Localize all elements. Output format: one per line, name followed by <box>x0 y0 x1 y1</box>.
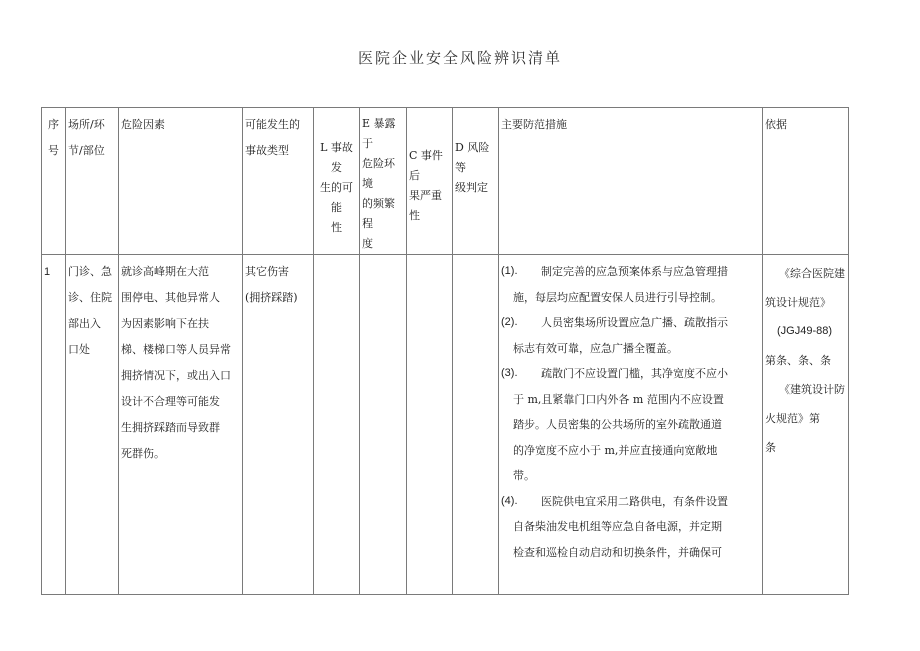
header-accident-type-line: 可能发生的 <box>245 118 300 131</box>
basis-line: 火规范》第 <box>765 412 820 425</box>
header-hazard <box>119 108 243 255</box>
header-location <box>66 108 119 255</box>
header-c-consequence <box>407 108 453 255</box>
hazard-line: 为因素影响下在扶 <box>121 317 209 330</box>
cell-location <box>66 255 119 595</box>
risk-identification-table <box>41 107 849 595</box>
basis-line: 条 <box>765 441 776 454</box>
cell-l <box>314 255 360 595</box>
header-e-exposure <box>360 108 407 255</box>
hazard-line: 死群伤。 <box>121 447 165 460</box>
header-d-risk-level <box>453 108 499 255</box>
l-value <box>314 255 359 259</box>
header-l-line: 生的可能 <box>320 181 353 214</box>
header-row <box>42 108 849 255</box>
header-basis-label: 依据 <box>765 118 787 131</box>
cell-e <box>360 255 407 595</box>
measure-line: 检查和巡检自动启动和切换条件，并确保可 <box>513 545 722 559</box>
measure-index: (4). <box>501 494 518 507</box>
hazard-line: 就诊高峰期在大范 <box>121 265 209 278</box>
hazard-line: 围停电、其他异常人 <box>121 291 220 304</box>
header-l-likelihood <box>314 108 360 255</box>
header-accident-type <box>243 108 314 255</box>
location-line: 部出入 <box>68 317 101 330</box>
location-line: 口处 <box>68 343 90 356</box>
hazard-line: 梯、楼梯口等人员异常 <box>121 343 231 356</box>
c-value <box>407 255 452 259</box>
header-location-line: 节/部位 <box>68 144 105 157</box>
measure-line: 标志有效可靠，应急广播全覆盖。 <box>513 341 678 355</box>
measure-line: 自备柴油发电机组等应急自备电源，并定期 <box>513 520 722 533</box>
measure-item <box>501 259 758 310</box>
header-seq-line: 号 <box>48 144 59 157</box>
measure-line: 人员密集场所设置应急广播、疏散指示 <box>541 316 728 329</box>
measure-line: 医院供电宜采用二路供电，有条件设置 <box>541 494 728 508</box>
cell-hazard <box>119 255 243 595</box>
measure-line: 的净宽度不应小于 m,并应直接通向宽敞地 <box>513 443 718 457</box>
header-hazard-label: 危险因素 <box>121 118 165 131</box>
cell-d <box>453 255 499 595</box>
cell-accident-type <box>243 255 314 595</box>
measure-line: 施，每层均应配置安保人员进行引导控制。 <box>513 290 722 304</box>
accident-type-line: (拥挤踩踏) <box>245 291 298 304</box>
location-line: 诊、住院 <box>68 291 112 304</box>
document-title: 医院企业安全风险辨识清单 <box>357 49 562 67</box>
header-accident-type-line: 事故类型 <box>245 144 289 157</box>
measure-item <box>501 361 758 489</box>
header-e-line: E 暴露于 <box>362 117 396 150</box>
measure-line: 于 m,且紧靠门口内外各 m 范围内不应设置 <box>513 392 724 406</box>
basis-line: (JGJ49-88) <box>777 325 833 337</box>
measure-line: 踏步。人员密集的公共场所的室外疏散通道 <box>513 418 722 431</box>
measure-index: (3). <box>501 367 518 379</box>
header-basis <box>763 108 849 255</box>
hazard-line: 设计不合理等可能发 <box>121 395 220 408</box>
header-location-line: 场所/环 <box>68 118 105 131</box>
basis-line: 《综合医院建 <box>779 267 845 280</box>
table-row <box>42 255 849 595</box>
header-c-line: 果严重性 <box>409 189 442 222</box>
measure-item <box>501 310 758 361</box>
basis-line: 《建筑设计防 <box>779 383 845 396</box>
cell-measures <box>499 255 763 595</box>
cell-seq <box>42 255 66 595</box>
measure-line: 制定完善的应急预案体系与应急管理措 <box>541 265 728 278</box>
e-value <box>360 255 406 259</box>
header-d-line: 级判定 <box>455 181 488 194</box>
measure-index: (1). <box>501 265 518 277</box>
measure-index: (2). <box>501 316 518 328</box>
header-seq-line: 序 <box>48 118 59 131</box>
header-c-line: C 事件后 <box>409 149 443 182</box>
cell-c <box>407 255 453 595</box>
location-line: 门诊、急 <box>68 265 112 278</box>
header-seq <box>42 108 66 255</box>
measure-line: 带。 <box>513 469 535 482</box>
cell-basis <box>763 255 849 595</box>
measure-line: 疏散门不应设置门槛，其净宽度不应小 <box>541 367 728 380</box>
header-measures-label: 主要防范措施 <box>501 118 567 131</box>
measure-item <box>501 489 758 566</box>
hazard-line: 拥挤情况下，或出入口 <box>121 369 231 382</box>
header-e-line: 度 <box>362 237 373 250</box>
basis-line: 第条、条、条 <box>765 354 831 367</box>
header-l-line: 性 <box>331 221 342 234</box>
header-e-line: 的频繁程 <box>362 197 395 230</box>
row-seq-value: 1 <box>44 266 51 278</box>
header-d-line: D 风险等 <box>455 141 490 174</box>
basis-line: 筑设计规范》 <box>765 296 831 309</box>
d-value <box>453 255 498 259</box>
hazard-line: 生拥挤踩踏而导致群 <box>121 421 220 434</box>
header-e-line: 危险环境 <box>362 157 395 190</box>
accident-type-line: 其它伤害 <box>245 265 289 278</box>
header-measures <box>499 108 763 255</box>
header-l-line: L 事故发 <box>320 141 353 174</box>
